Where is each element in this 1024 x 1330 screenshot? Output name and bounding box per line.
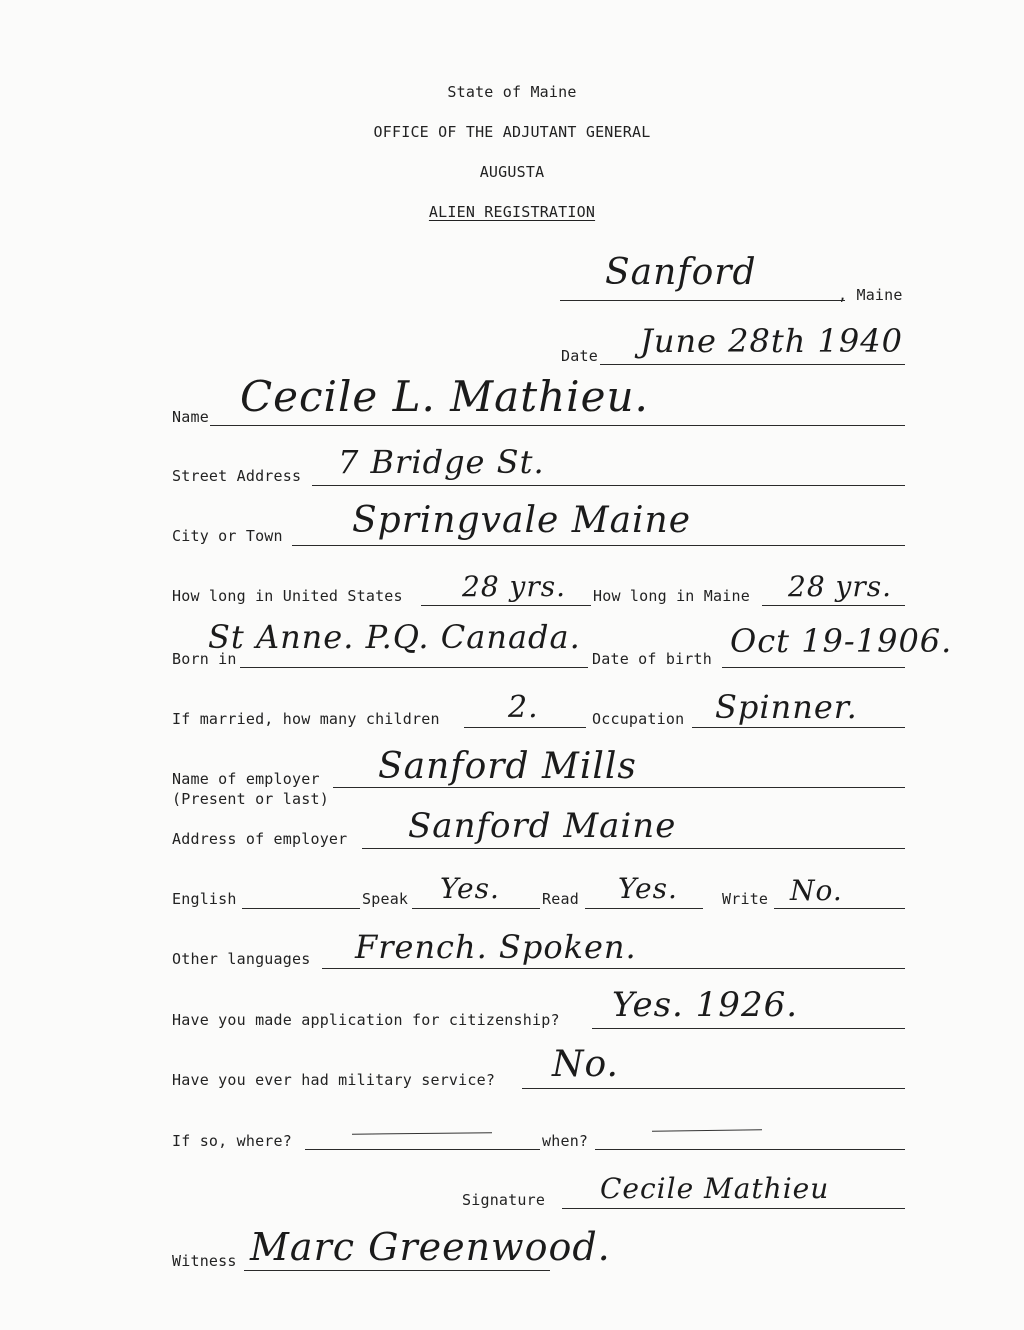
born-in-label: Born in (172, 650, 237, 668)
read-line (585, 908, 703, 909)
date-of-birth-label: Date of birth (592, 650, 712, 668)
citizenship-line (592, 1028, 905, 1029)
employer-address-value: Sanford Maine (408, 806, 677, 846)
read-value: Yes. (618, 872, 678, 905)
other-languages-line (322, 968, 905, 969)
occupation-line (692, 727, 905, 728)
children-label: If married, how many children (172, 710, 440, 728)
employer-address-line (362, 848, 905, 849)
state-heading: State of Maine (447, 83, 577, 101)
children-value: 2. (508, 690, 539, 725)
employer-name-line (333, 787, 905, 788)
witness-value: Marc Greenwood. (250, 1225, 611, 1269)
date-of-birth-line (722, 667, 905, 668)
born-in-line (240, 667, 588, 668)
witness-line (244, 1270, 550, 1271)
speak-label: Speak (362, 890, 409, 908)
write-label: Write (722, 890, 769, 908)
write-value: No. (790, 874, 843, 907)
street-address-value: 7 Bridge St. (338, 443, 545, 481)
where-dash-mark (352, 1132, 492, 1134)
when-dash-mark (652, 1129, 762, 1132)
how-long-us-line (421, 605, 591, 606)
employer-address-label: Address of employer (172, 830, 348, 848)
office-heading: OFFICE OF THE ADJUTANT GENERAL (373, 123, 651, 141)
when-line (595, 1149, 905, 1150)
town-value: Sanford (605, 252, 757, 293)
name-line (210, 425, 905, 426)
occupation-label: Occupation (592, 710, 685, 728)
read-label: Read (542, 890, 579, 908)
speak-value: Yes. (440, 872, 500, 905)
military-value: No. (552, 1044, 619, 1085)
how-long-us-value: 28 yrs. (462, 570, 567, 603)
name-value: Cecile L. Mathieu. (240, 372, 649, 421)
occupation-value: Spinner. (715, 688, 858, 726)
how-long-us-label: How long in United States (172, 587, 403, 605)
employer-note-label: (Present or last) (172, 790, 329, 808)
english-line (242, 908, 360, 909)
when-label: when? (542, 1132, 589, 1150)
write-line (774, 908, 905, 909)
date-label: Date (561, 347, 598, 365)
street-address-label: Street Address (172, 467, 302, 485)
other-languages-label: Other languages (172, 950, 311, 968)
how-long-maine-label: How long in Maine (593, 587, 750, 605)
employer-name-label: Name of employer (172, 770, 320, 788)
if-so-where-label: If so, where? (172, 1132, 292, 1150)
date-of-birth-value: Oct 19-1906. (730, 622, 953, 660)
city-heading: AUGUSTA (479, 163, 545, 181)
english-label: English (172, 890, 237, 908)
street-address-line (312, 485, 905, 486)
town-line (560, 300, 845, 301)
form-title: ALIEN REGISTRATION (428, 203, 596, 221)
city-town-value: Springvale Maine (352, 500, 692, 541)
city-town-label: City or Town (172, 527, 283, 545)
military-line (522, 1088, 905, 1089)
signature-value: Cecile Mathieu (600, 1172, 830, 1205)
city-town-line (292, 545, 905, 546)
date-value: June 28th 1940 (640, 322, 903, 360)
name-label: Name (172, 408, 209, 426)
if-so-where-line (305, 1149, 540, 1150)
how-long-maine-value: 28 yrs. (788, 570, 893, 603)
signature-line (562, 1208, 905, 1209)
other-languages-value: French. Spoken. (355, 928, 637, 966)
how-long-maine-line (762, 605, 905, 606)
citizenship-value: Yes. 1926. (612, 985, 799, 1025)
signature-label: Signature (462, 1191, 546, 1209)
date-line (600, 364, 905, 365)
military-label: Have you ever had military service? (172, 1071, 496, 1089)
born-in-value: St Anne. P.Q. Canada. (208, 618, 581, 656)
employer-name-value: Sanford Mills (378, 746, 637, 787)
children-line (464, 727, 586, 728)
speak-line (412, 908, 540, 909)
maine-suffix-label: , Maine (838, 286, 903, 304)
witness-label: Witness (172, 1252, 237, 1270)
citizenship-label: Have you made application for citizenship? (172, 1011, 560, 1029)
